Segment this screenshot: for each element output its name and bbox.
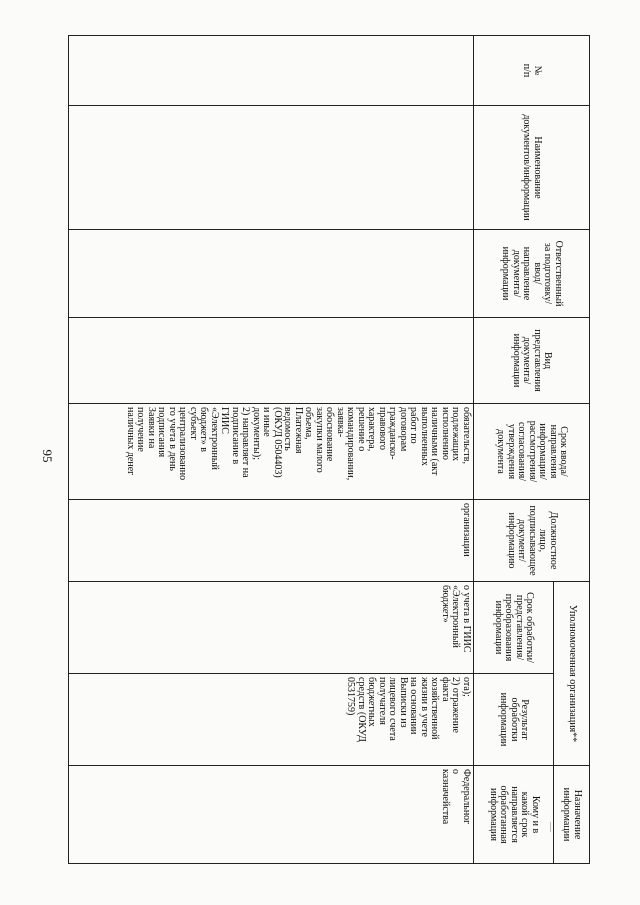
rotated-table-container — [68, 35, 590, 863]
cell-responsible — [69, 230, 474, 318]
header-recipient: Кому и в какой срок направляется обработанная информация — [474, 766, 554, 864]
cell-presentation-type — [69, 318, 474, 404]
header-information-purpose: Назначение информации — [553, 766, 589, 864]
header-document-name: Наименование документов/информации — [474, 106, 590, 230]
header-number: № п/п — [474, 36, 590, 106]
table-row — [69, 36, 474, 864]
cell-processing-deadline: о учета в ГИИС «Электронный бюджет» — [69, 582, 474, 674]
document-table — [68, 35, 590, 864]
header-processing-deadline: Срок обработки/ представления/ преобразования информации — [474, 582, 554, 674]
header-processing-result: Результат обработки информации — [474, 674, 554, 766]
header-signing-official: Должностное лицо, подписывающее документ/ информацию — [474, 500, 590, 582]
header-row-1 — [553, 36, 589, 864]
header-presentation-type: Вид представления документа/ информации — [474, 318, 590, 404]
header-authorized-organization: Уполномоченная организация** — [553, 582, 589, 766]
header-deadline: Срок ввода/ направления информации/ рассмотрения/ согласования/ утверждения документа — [474, 404, 590, 500]
cell-signing-official: организации — [69, 500, 474, 582]
scan-mark — [550, 822, 561, 832]
cell-recipient: Федеральног о казначейства — [69, 766, 474, 864]
cell-number — [69, 36, 474, 106]
cell-document-name — [69, 106, 474, 230]
header-responsible: Ответственный за подготовку/ ввод/ направление документа/ информации — [474, 230, 590, 318]
page-number: 95 — [40, 449, 55, 463]
cell-processing-result: ота); 2) отражение факта хозяйственной жизни в учете на основании Выписки из лицевого счета получателя бюджетных средств (ОКУД 0531759) — [69, 674, 474, 766]
cell-deadline: обязательств, подлежащих исполнению наличными (акт выполненных работ по договорам гражданско- правового характера, решение о командировании, заявка- обоснование закупки малого объема, Платежная ведомость (ОКУД 0504403) и иные документы); 2) направляет на подписание в ГИИС «Электронный бюджет» в субъект централизованно го учета в день подписания Заявки на получение наличных денег — [69, 404, 474, 500]
